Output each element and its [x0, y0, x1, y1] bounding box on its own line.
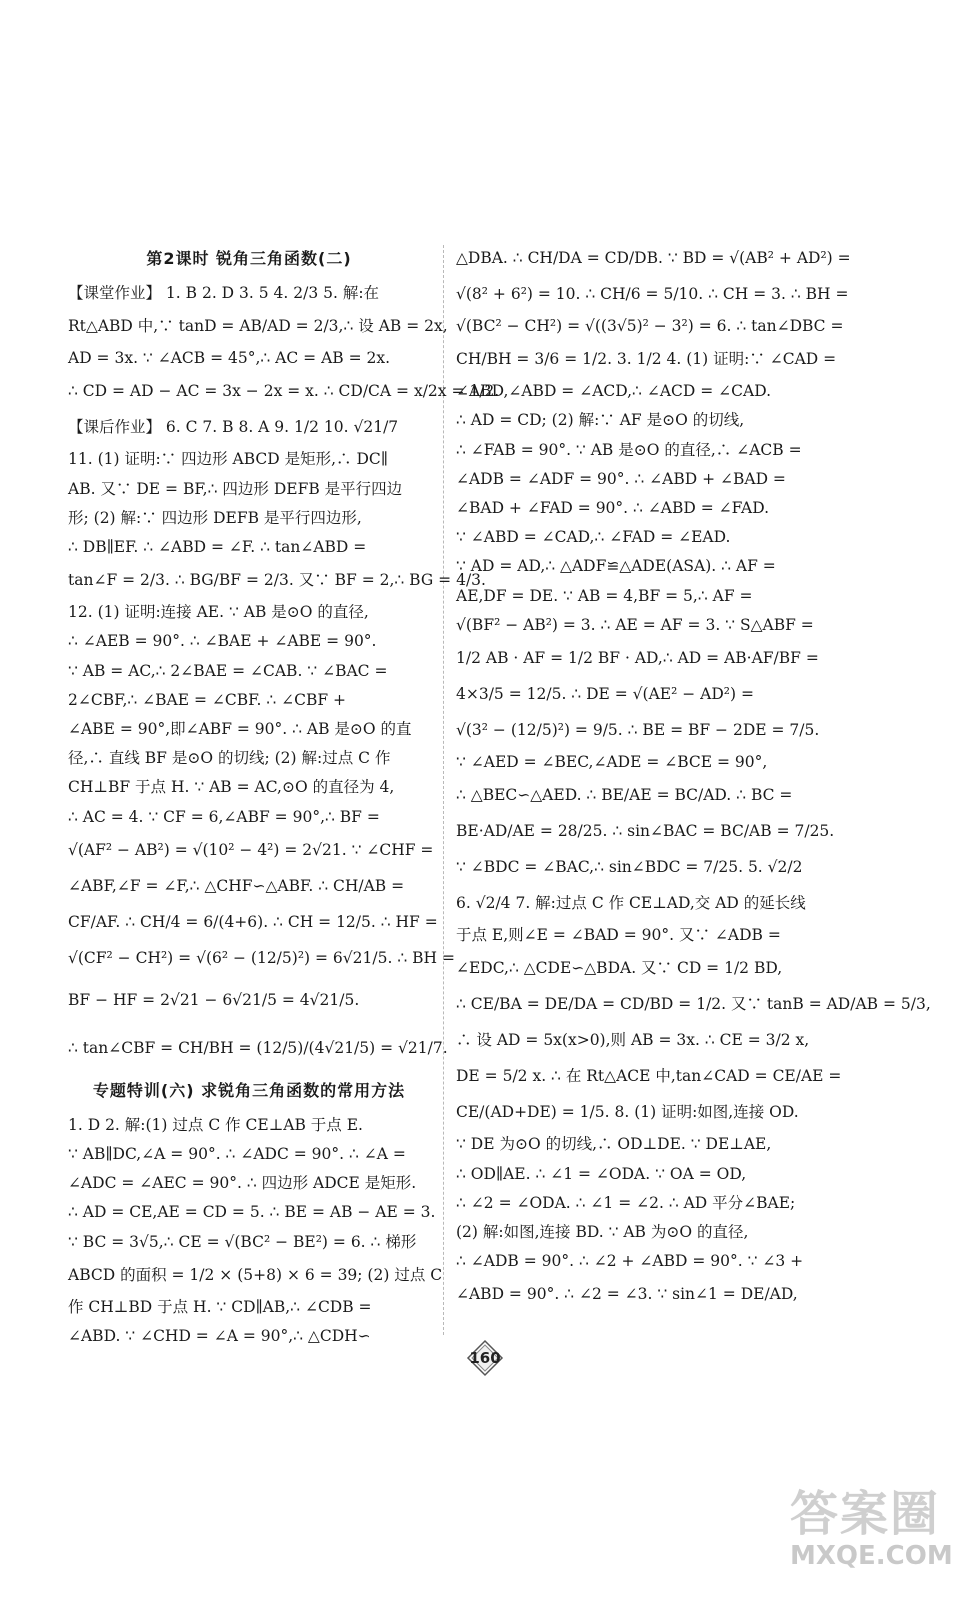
text-line: ABCD 的面积 = 1/2 × (5+8) × 6 = 39; (2) 过点 C [68, 1265, 443, 1284]
text-line: √(3² − (12/5)²) = 9/5. ∴ BE = BF − 2DE = 7/5. [456, 721, 820, 740]
text-line: CE/(AD+DE) = 1/5. 8. (1) 证明:如图,连接 OD. [456, 1103, 799, 1122]
text-line: √(BF² − AB²) = 3. ∴ AE = AF = 3. ∵ S△ABF = [456, 615, 814, 634]
left-column [68, 240, 500, 1351]
text-line: (2) 解:如图,连接 BD. ∵ AB 为⊙O 的直径, [456, 1223, 749, 1242]
text-line: ∠ADC = ∠AEC = 90°. ∴ 四边形 ADCE 是矩形. [68, 1174, 417, 1193]
text-line: CH⊥BF 于点 H. ∵ AB = AC,⊙O 的直径为 4, [68, 778, 395, 797]
text-line: ∴ ∠ADB = 90°. ∴ ∠2 + ∠ABD = 90°. ∵ ∠3 + [456, 1252, 804, 1271]
text-line: ∵ AB∥DC,∠A = 90°. ∴ ∠ADC = 90°. ∴ ∠A = [68, 1145, 406, 1164]
right-column [456, 240, 931, 1312]
text-line: ∴ AC = 4. ∵ CF = 6,∠ABF = 90°,∴ BF = [68, 807, 380, 826]
text-line: 6. √2/4 7. 解:过点 C 作 CE⊥AD,交 AD 的延长线 [456, 894, 806, 913]
watermark [790, 1475, 960, 1585]
text-line: AB. 又∵ DE = BF,∴ 四边形 DEFB 是平行四边 [68, 479, 403, 498]
text-line: ∵ ∠BDC = ∠BAC,∴ sin∠BDC = 7/25. 5. √2/2 [456, 858, 803, 877]
text-line: ∵ DE 为⊙O 的切线,∴ OD⊥DE. ∵ DE⊥AE, [456, 1135, 772, 1154]
text-line: ∴ CE/BA = DE/DA = CD/BD = 1/2. 又∵ tanB = AD/AB = 5/3, [456, 995, 931, 1014]
text-line: 径,∴ 直线 BF 是⊙O 的切线; (2) 解:过点 C 作 [68, 749, 391, 768]
watermark-logo-text: 答案圈 [790, 1486, 941, 1542]
text-line: AE,DF = DE. ∵ AB = 4,BF = 5,∴ AF = [456, 586, 753, 605]
text-line: ∴ DB∥EF. ∴ ∠ABD = ∠F. ∴ tan∠ABD = [68, 538, 367, 557]
text-line: ∴ ∠FAB = 90°. ∵ AB 是⊙O 的直径,∴ ∠ACB = [456, 440, 802, 459]
text-line: ∴ △BEC∽△AED. ∴ BE/AE = BC/AD. ∴ BC = [456, 786, 793, 805]
text-line: 4×3/5 = 12/5. ∴ DE = √(AE² − AD²) = [456, 685, 754, 704]
text-line: ∴ tan∠CBF = CH/BH = (12/5)/(4√21/5) = √21/7. [68, 1038, 448, 1057]
page-number-badge [457, 1340, 513, 1376]
text-line: ∠ADB = ∠ADF = 90°. ∴ ∠ABD + ∠BAD = [456, 469, 786, 488]
text-line: ∠ABF,∠F = ∠F,∴ △CHF∽△ABF. ∴ CH/AB = [68, 876, 405, 895]
page-number: 160 [469, 1349, 501, 1367]
section-heading: 第2课时 锐角三角函数(二) [146, 249, 352, 268]
text-line: DE = 5/2 x. ∴ 在 Rt△ACE 中,tan∠CAD = CE/AE = [456, 1067, 842, 1086]
text-line: 11. (1) 证明:∵ 四边形 ABCD 是矩形,∴ DC∥ [68, 450, 388, 469]
text-line: ∠ABD,∠ABD = ∠ACD,∴ ∠ACD = ∠CAD. [456, 382, 771, 401]
text-line: ∵ ∠AED = ∠BEC,∠ADE = ∠BCE = 90°, [456, 753, 768, 772]
text-line: ∠BAD + ∠FAD = 90°. ∴ ∠ABD = ∠FAD. [456, 499, 770, 518]
text-line: CH/BH = 3/6 = 1/2. 3. 1/2 4. (1) 证明:∵ ∠CAD = [456, 350, 837, 369]
text-line: BF − HF = 2√21 − 6√21/5 = 4√21/5. [68, 990, 360, 1009]
section-heading: 专题特训(六) 求锐角三角函数的常用方法 [92, 1080, 406, 1100]
text-line: 2∠CBF,∴ ∠BAE = ∠CBF. ∴ ∠CBF + [68, 690, 347, 709]
text-line: 【课后作业】 6. C 7. B 8. A 9. 1/2 10. √21/7 [68, 418, 399, 437]
text-line: ∴ ∠2 = ∠ODA. ∴ ∠1 = ∠2. ∴ AD 平分∠BAE; [456, 1193, 796, 1212]
text-line: BE·AD/AE = 28/25. ∴ sin∠BAC = BC/AB = 7/25. [456, 822, 835, 841]
text-line: √(AF² − AB²) = √(10² − 4²) = 2√21. ∵ ∠CHF = [68, 840, 434, 859]
text-line: ∠ABD. ∵ ∠CHD = ∠A = 90°,∴ △CDH∽ [68, 1327, 371, 1346]
text-line: ∵ BC = 3√5,∴ CE = √(BC² − BE²) = 6. ∴ 梯形 [68, 1232, 417, 1251]
text-line: ∠ABE = 90°,即∠ABF = 90°. ∴ AB 是⊙O 的直 [68, 720, 412, 739]
text-line: ∴ AD = CD; (2) 解:∵ AF 是⊙O 的切线, [456, 411, 745, 430]
text-line: ∴ ∠AEB = 90°. ∴ ∠BAE + ∠ABE = 90°. [68, 632, 377, 651]
text-line: ∴ 设 AD = 5x(x>0),则 AB = 3x. ∴ CE = 3/2 x, [456, 1031, 810, 1050]
text-line: ∠ABD = 90°. ∴ ∠2 = ∠3. ∵ sin∠1 = DE/AD, [456, 1285, 798, 1304]
text-line: △DBA. ∴ CH/DA = CD/DB. ∵ BD = √(AB² + AD²) = [456, 249, 851, 267]
text-line: ∵ AB = AC,∴ 2∠BAE = ∠CAB. ∵ ∠BAC = [68, 661, 388, 680]
text-line: CF/AF. ∴ CH/4 = 6/(4+6). ∴ CH = 12/5. ∴ HF = [68, 912, 438, 931]
text-line: 1. D 2. 解:(1) 过点 C 作 CE⊥AB 于点 E. [68, 1115, 363, 1134]
text-line: 形; (2) 解:∵ 四边形 DEFB 是平行四边形, [68, 508, 362, 527]
text-line: 作 CH⊥BD 于点 H. ∵ CD∥AB,∴ ∠CDB = [68, 1297, 372, 1316]
text-line: AD = 3x. ∵ ∠ACB = 45°,∴ AC = AB = 2x. [68, 349, 391, 368]
text-line: √(8² + 6²) = 10. ∴ CH/6 = 5/10. ∴ CH = 3. ∴ BH = [456, 285, 849, 303]
text-line: Rt△ABD 中,∵ tanD = AB/AD = 2/3,∴ 设 AB = 2x, [68, 317, 448, 336]
text-line: 1/2 AB · AF = 1/2 BF · AD,∴ AD = AB·AF/BF = [456, 649, 819, 668]
text-line: ∴ CD = AD − AC = 3x − 2x = x. ∴ CD/CA = x/2x = 1/2. [68, 382, 500, 401]
text-line: ∠EDC,∴ △CDE∽△BDA. 又∵ CD = 1/2 BD, [456, 959, 783, 978]
text-line: 【课堂作业】 1. B 2. D 3. 5 4. 2/3 5. 解:在 [68, 284, 380, 302]
text-line: ∴ OD∥AE. ∴ ∠1 = ∠ODA. ∵ OA = OD, [456, 1164, 747, 1183]
text-line: √(BC² − CH²) = √((3√5)² − 3²) = 6. ∴ tan∠DBC = [456, 317, 844, 335]
column-divider [443, 245, 444, 1335]
text-line: 于点 E,则∠E = ∠BAD = 90°. 又∵ ∠ADB = [456, 926, 781, 945]
watermark-url: MXQE.COM [790, 1541, 953, 1571]
text-line: ∵ ∠ABD = ∠CAD,∴ ∠FAD = ∠EAD. [456, 528, 731, 547]
text-line: √(CF² − CH²) = √(6² − (12/5)²) = 6√21/5. ∴ BH = [68, 948, 455, 967]
text-line: ∴ AD = CE,AE = CD = 5. ∴ BE = AB − AE = 3. [68, 1203, 436, 1222]
text-line: 12. (1) 证明:连接 AE. ∵ AB 是⊙O 的直径, [68, 603, 369, 622]
text-line: ∵ AD = AD,∴ △ADF≌△ADE(ASA). ∴ AF = [456, 557, 776, 576]
text-line: tan∠F = 2/3. ∴ BG/BF = 2/3. 又∵ BF = 2,∴ BG = 4/3. [68, 571, 486, 590]
